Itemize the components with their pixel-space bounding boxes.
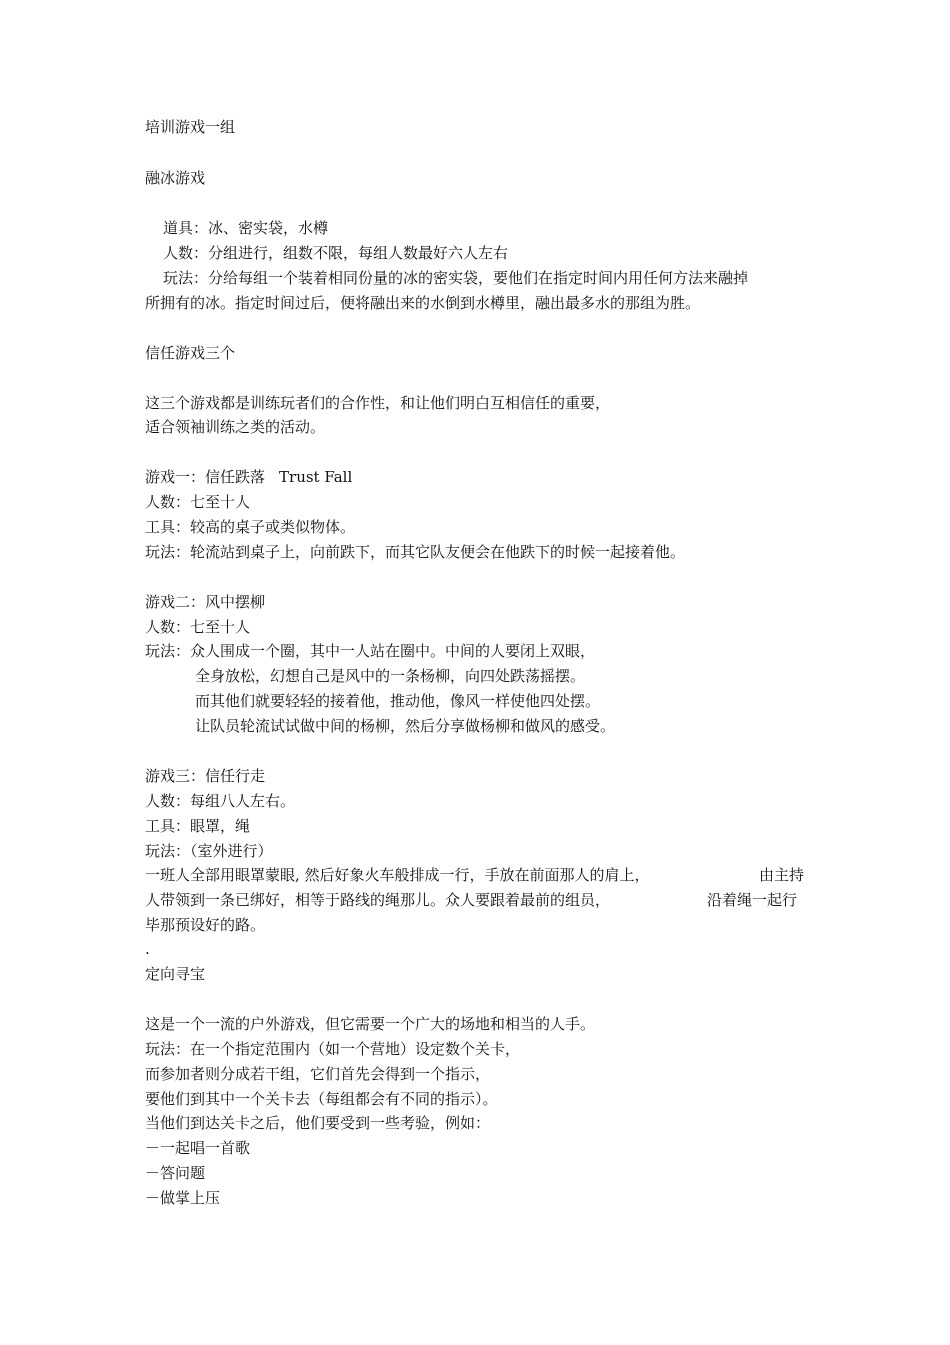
game1-people: 人数：七至十人 xyxy=(145,493,251,511)
game3-line-1: 一班人全部用眼罩蒙眼, 然后好象火车般排成一行，手放在前面那人的肩上， xyxy=(145,866,650,884)
game3-line-3: 毕那预设好的路。 xyxy=(145,916,266,934)
game1-title xyxy=(145,467,352,487)
game2-play-line-2: 全身放松，幻想自己是风中的一条杨柳，向四处跌荡摇摆。 xyxy=(195,667,586,685)
game3-line-2-tail: 沿着绳一起行 xyxy=(707,891,798,909)
game1-tools: 工具：较高的桌子或类似物体。 xyxy=(145,518,356,536)
game2-play-line-3: 而其他们就要轻轻的接着他，推动他，像风一样使他四处摆。 xyxy=(195,692,601,710)
trust-intro-line-1: 这三个游戏都是训练玩者们的合作性，和让他们明白互相信任的重要， xyxy=(145,394,611,412)
treasure-play-line-1: 玩法：在一个指定范围内（如一个营地）设定数个关卡， xyxy=(145,1040,521,1058)
game2-title: 游戏二：风中摆柳 xyxy=(145,593,266,611)
ice-props: 道具：冰、密实袋，水樽 xyxy=(163,219,329,237)
game3-people: 人数：每组八人左右。 xyxy=(145,792,296,810)
game3-title: 游戏三：信任行走 xyxy=(145,767,266,785)
treasure-play-line-4: 当他们到达关卡之后，他们要受到一些考验，例如： xyxy=(145,1114,491,1132)
list-item: －答问题 xyxy=(145,1164,206,1182)
list-item: －做掌上压 xyxy=(145,1189,221,1207)
treasure-play-line-2: 而参加者则分成若干组，它们首先会得到一个指示， xyxy=(145,1065,491,1083)
game2-people: 人数：七至十人 xyxy=(145,618,251,636)
game1-title-cn: 游戏一：信任跌落 xyxy=(145,468,266,486)
game3-play-label: 玩法：（室外进行） xyxy=(145,842,273,860)
ice-play-line-2: 所拥有的冰。指定时间过后，便将融出来的水倒到水樽里，融出最多水的那组为胜。 xyxy=(145,294,701,312)
section-heading-ice: 融冰游戏 xyxy=(145,169,206,187)
game2-play-line-1: 玩法：众人围成一个圈，其中一人站在圈中。中间的人要闭上双眼， xyxy=(145,642,596,660)
game1-play: 玩法：轮流站到桌子上，向前跌下，而其它队友便会在他跌下的时候一起接着他。 xyxy=(145,543,686,561)
treasure-play-line-3: 要他们到其中一个关卡去（每组都会有不同的指示）。 xyxy=(145,1090,498,1108)
ice-people: 人数：分组进行，组数不限，每组人数最好六人左右 xyxy=(163,244,509,262)
game2-play-line-4: 让队员轮流试试做中间的杨柳，然后分享做杨柳和做风的感受。 xyxy=(195,717,616,735)
trust-intro-line-2: 适合领袖训练之类的活动。 xyxy=(145,418,326,436)
game3-tools: 工具：眼罩，绳 xyxy=(145,817,251,835)
list-item: －一起唱一首歌 xyxy=(145,1139,251,1157)
ice-play-line-1: 玩法：分给每组一个装着相同份量的冰的密实袋，要他们在指定时间内用任何方法来融掉 xyxy=(163,269,749,287)
game3-line-2: 人带领到一条已绑好，相等于路线的绳那儿。众人要跟着最前的组员， xyxy=(145,891,611,909)
treasure-intro: 这是一个一流的户外游戏，但它需要一个广大的场地和相当的人手。 xyxy=(145,1015,596,1033)
section-heading-treasure: 定向寻宝 xyxy=(145,965,206,983)
game3-line-1-tail: 由主持 xyxy=(759,866,805,884)
section-heading-trust: 信任游戏三个 xyxy=(145,344,236,362)
stray-dot: . xyxy=(145,940,150,958)
game1-title-en: Trust Fall xyxy=(279,468,353,486)
document-title: 培训游戏一组 xyxy=(145,118,236,136)
